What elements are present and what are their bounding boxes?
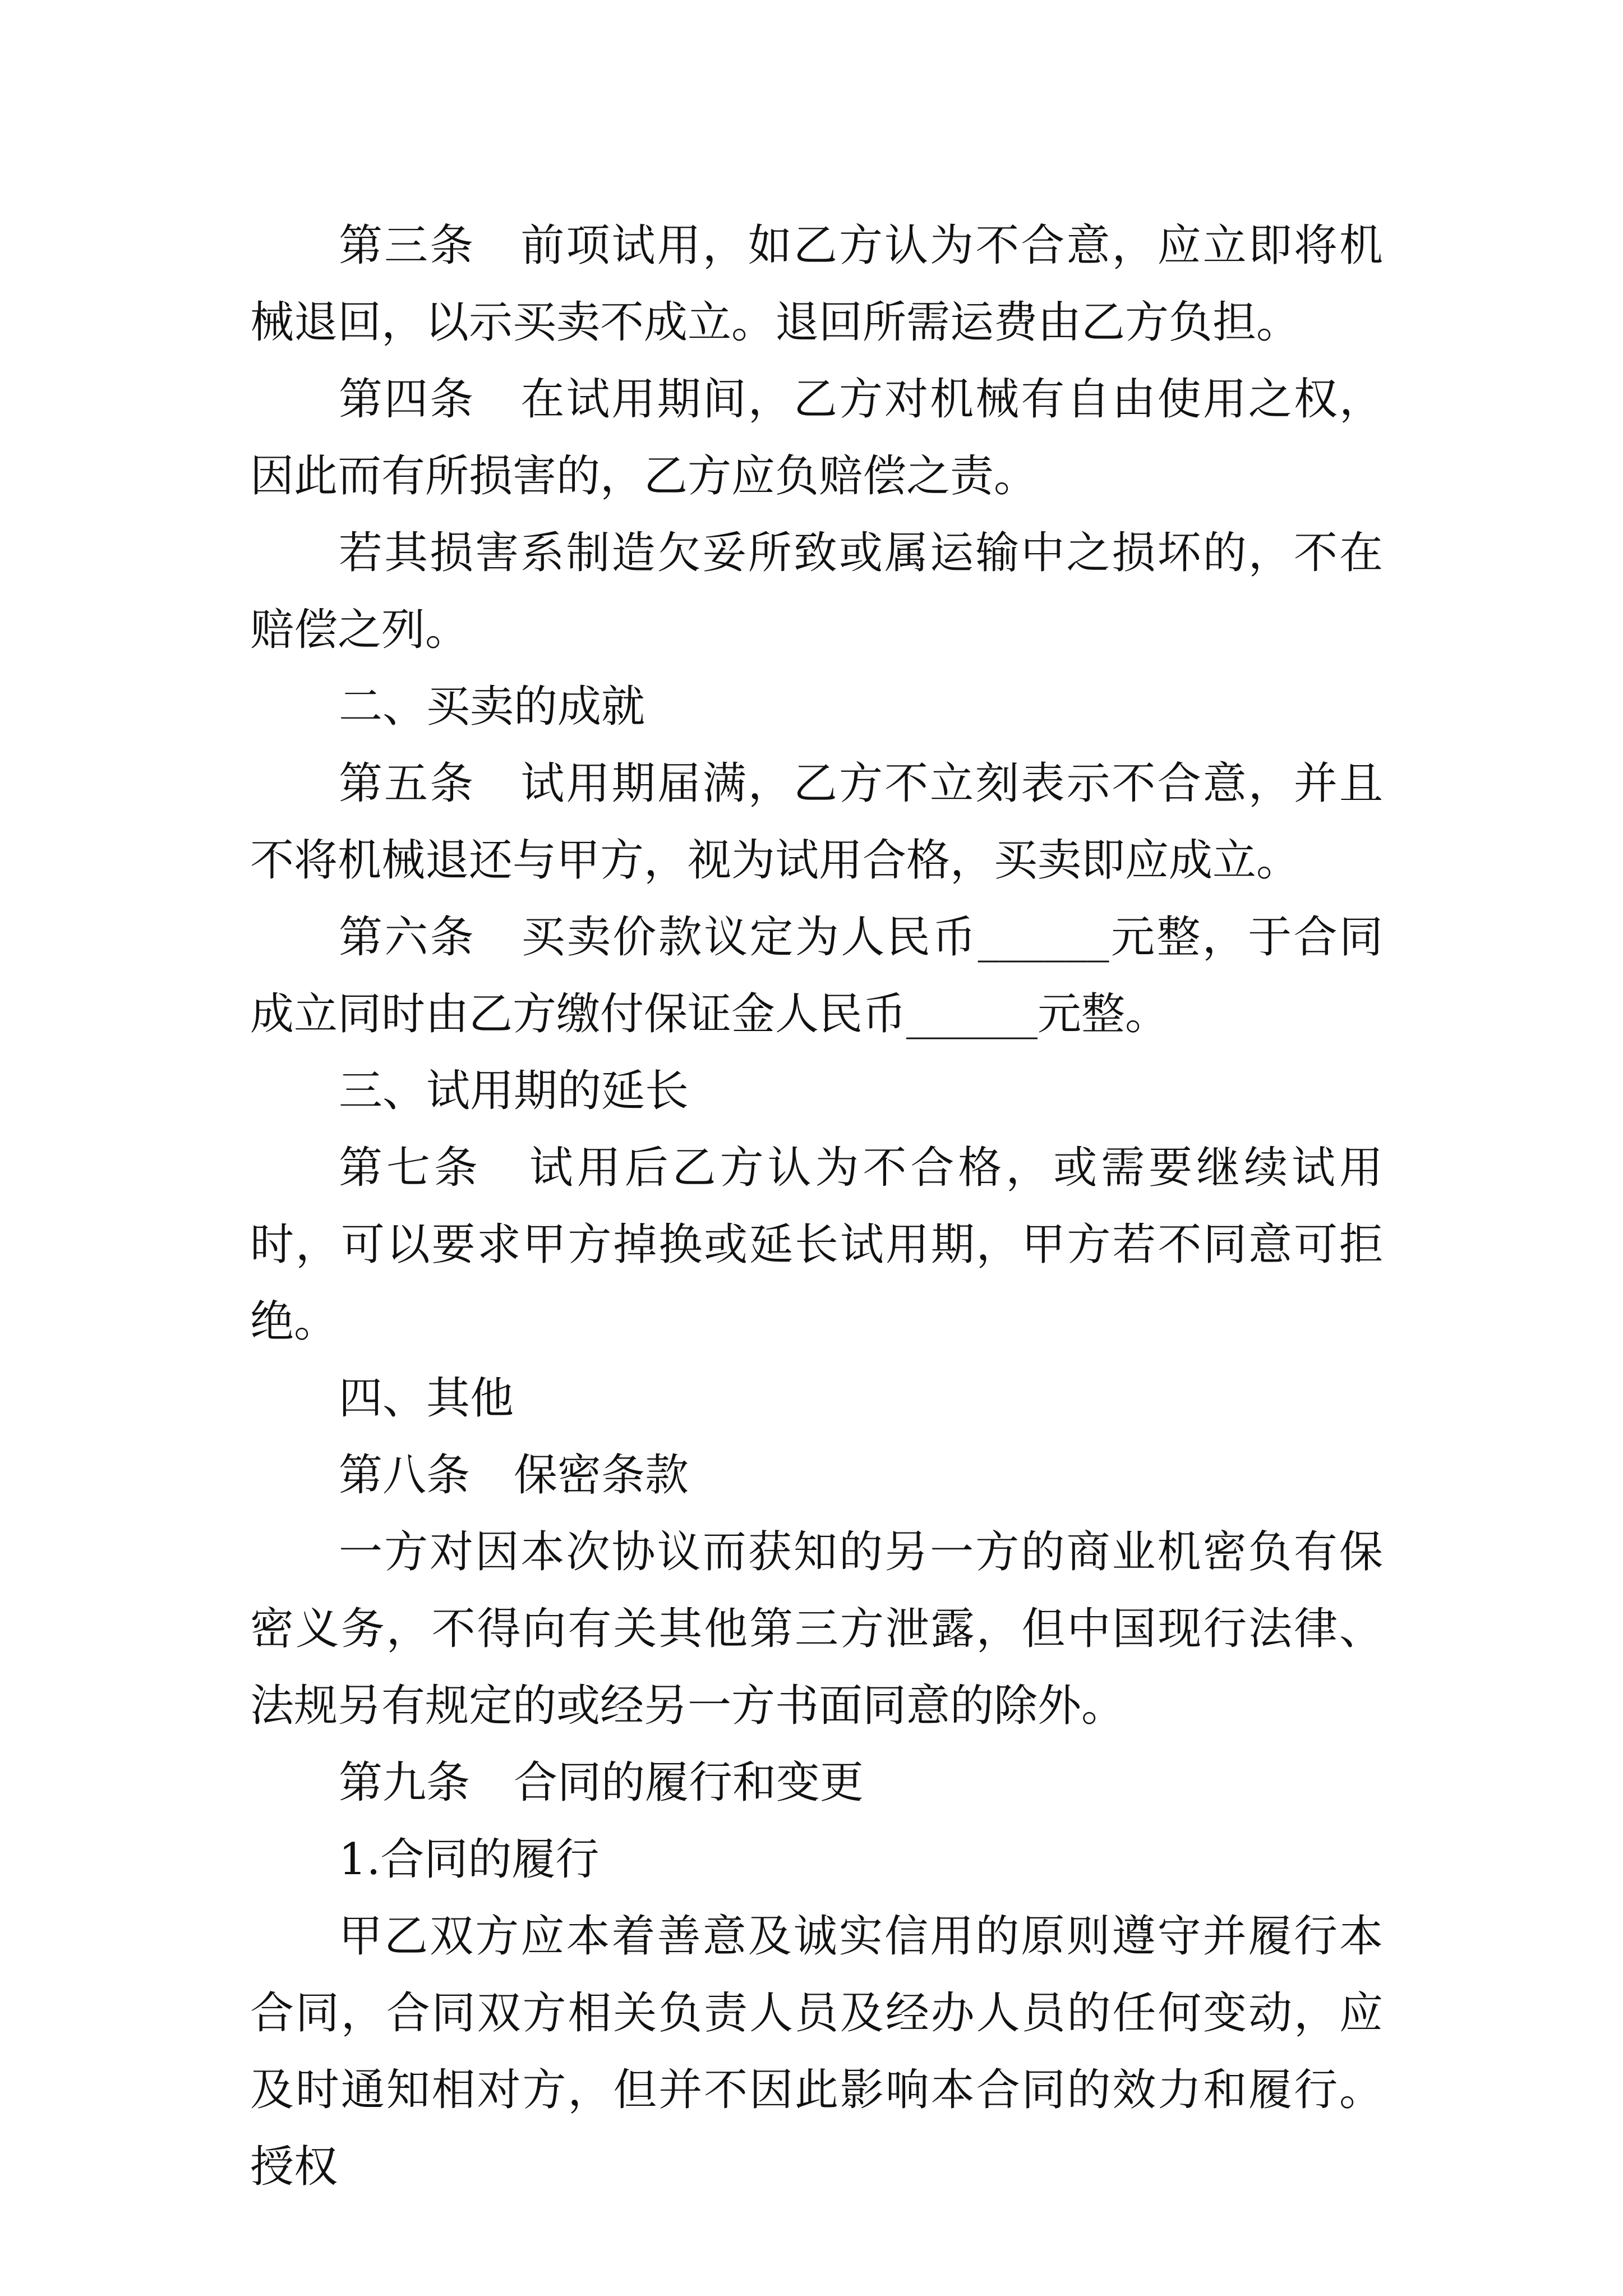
- section-heading-2: 二、买卖的成就: [339, 682, 645, 732]
- document-body: [250, 208, 1383, 2206]
- paragraph-article-8-body: 一方对因本次协议而获知的另一方的商业机密负有保密义务，不得向有关其他第三方泄露，但中国现行法律、法规另有规定的或经另一方书面同意的除外。: [250, 1527, 1383, 1731]
- paragraph-article-4: 第四条 在试用期间，乙方对机械有自由使用之权，因此而有所损害的，乙方应负赔偿之责。: [250, 374, 1383, 501]
- paragraph-article-9-item-1: 1.合同的履行: [339, 1834, 600, 1885]
- paragraph-article-6: 第六条 买卖价款议定为人民币______元整，于合同成立同时由乙方缴付保证金人民币______元整。: [250, 912, 1383, 1039]
- paragraph-article-9-title: 第九条 合同的履行和变更: [339, 1757, 864, 1808]
- paragraph-article-4-exception: 若其损害系制造欠妥所致或属运输中之损坏的，不在赔偿之列。: [250, 528, 1383, 655]
- paragraph-article-7: 第七条 试用后乙方认为不合格，或需要继续试用时，可以要求甲方掉换或延长试用期，甲方若不同意可拒绝。: [250, 1143, 1383, 1347]
- paragraph-article-5: 第五条 试用期届满，乙方不立刻表示不合意，并且不将机械退还与甲方，视为试用合格，买卖即应成立。: [250, 758, 1383, 886]
- section-heading-4: 四、其他: [339, 1373, 514, 1424]
- paragraph-article-3: 第三条 前项试用，如乙方认为不合意，应立即将机械退回，以示买卖不成立。退回所需运费由乙方负担。: [250, 220, 1383, 348]
- paragraph-article-8-title: 第八条 保密条款: [339, 1450, 689, 1501]
- section-heading-3: 三、试用期的延长: [339, 1066, 689, 1116]
- paragraph-article-9-body: 甲乙双方应本着善意及诚实信用的原则遵守并履行本合同，合同双方相关负责人员及经办人员的任何变动，应及时通知相对方，但并不因此影响本合同的效力和履行。授权: [250, 1911, 1383, 2192]
